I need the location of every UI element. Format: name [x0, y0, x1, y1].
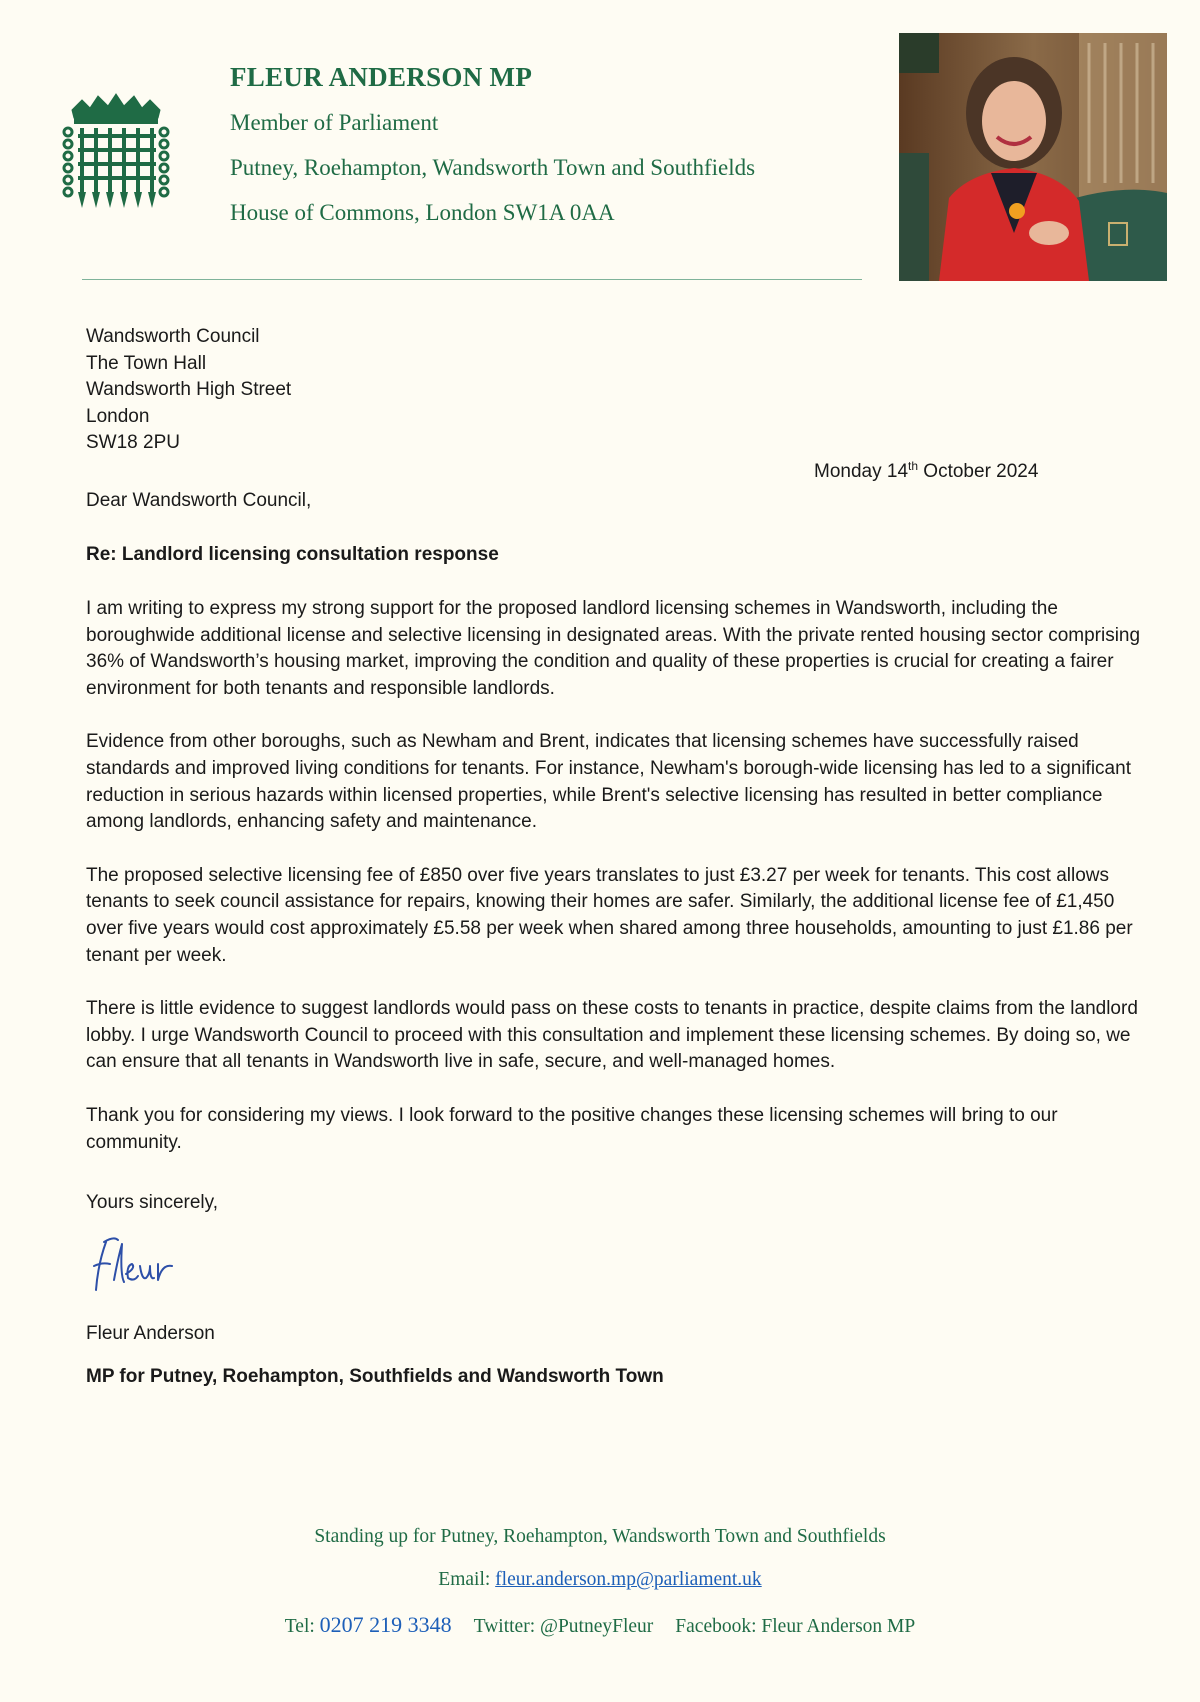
address-line: Wandsworth High Street: [86, 379, 292, 400]
tel-label: Tel:: [284, 1616, 320, 1637]
signer-name: Fleur Anderson: [86, 1323, 215, 1344]
role-line: Member of Parliament: [230, 110, 439, 135]
footer-contacts: [0, 1612, 1200, 1638]
body-paragraph: The proposed selective licensing fee of £850 over five years translates to just £3.27 per week for tenants. This cost allows tenants to seek council assistance for repairs, knowing their homes are safer. Similarly, the additional license fee of £1,450 over five years would cost approximately £5.58 per week when shared among three households, amounting to just £1.86 per tenant per week.: [86, 864, 1133, 966]
body-paragraph: Thank you for considering my views. I look forward to the positive changes these licensing schemes will bring to our community.: [86, 1104, 1058, 1153]
mp-portrait-photo: [899, 33, 1167, 281]
salutation: Dear Wandsworth Council,: [86, 490, 312, 511]
address-line: London: [86, 405, 150, 427]
portcullis-logo-icon: [62, 92, 170, 210]
email-label: Email:: [438, 1569, 496, 1590]
date-ordinal: th: [908, 459, 919, 473]
letterhead: [230, 62, 755, 245]
handwritten-signature: [92, 1234, 184, 1296]
signer-title: MP for Putney, Roehampton, Southfields and Wandsworth Town: [86, 1366, 664, 1387]
header-divider: [82, 279, 862, 280]
recipient-address: [86, 324, 291, 457]
phone-link[interactable]: 0207 219 3348: [319, 1612, 452, 1637]
closing: Yours sincerely,: [86, 1192, 219, 1213]
body-paragraph: Evidence from other boroughs, such as Newham and Brent, indicates that licensing schemes have successfully raised standards and improved living conditions for tenants. For instance, Newham's borough-wide licensing has led to a significant reduction in serious hazards within licensed properties, while Brent's selective licensing has resulted in better compliance among landlords, enhancing safety and maintenance.: [86, 731, 1131, 833]
body-paragraph: I am writing to express my strong support for the proposed landlord licensing schemes in Wandsworth, including the boroughwide additional license and selective licensing in designated areas. With the private rented housing sector comprising 36% of Wandsworth’s housing market, improving the condition and quality of these properties is crucial for creating a fairer environment for both tenants and responsible landlords.: [86, 598, 1141, 699]
letter-body: [86, 596, 1146, 1183]
letter-date: [814, 461, 1038, 483]
address-line: Wandsworth Council: [86, 326, 260, 347]
constituency-line: Putney, Roehampton, Wandsworth Town and Southfields: [230, 155, 756, 180]
body-paragraph: There is little evidence to suggest landlords would pass on these costs to tenants in practice, despite claims from the landlord lobby. I urge Wandsworth Council to proceed with this consultation and implement these licensing schemes. By doing so, we can ensure that all tenants in Wandsworth live in safe, secure, and well-managed homes.: [86, 998, 1138, 1073]
twitter-handle: Twitter: @PutneyFleur: [473, 1616, 654, 1637]
address-line: SW18 2PU: [86, 432, 180, 453]
email-link[interactable]: fleur.anderson.mp@parliament.uk: [495, 1569, 762, 1590]
date-prefix: Monday 14: [814, 461, 909, 482]
facebook-page: Facebook: Fleur Anderson MP: [675, 1616, 916, 1637]
address-line: House of Commons, London SW1A 0AA: [230, 200, 615, 225]
subject-line: Re: Landlord licensing consultation response: [86, 544, 499, 565]
mp-name-heading: FLEUR ANDERSON MP: [230, 62, 533, 92]
date-rest: October 2024: [918, 461, 1039, 482]
address-line: The Town Hall: [86, 352, 207, 374]
footer-tagline: Standing up for Putney, Roehampton, Wandsworth Town and Southfields: [314, 1526, 886, 1547]
footer-email: [0, 1569, 1200, 1591]
